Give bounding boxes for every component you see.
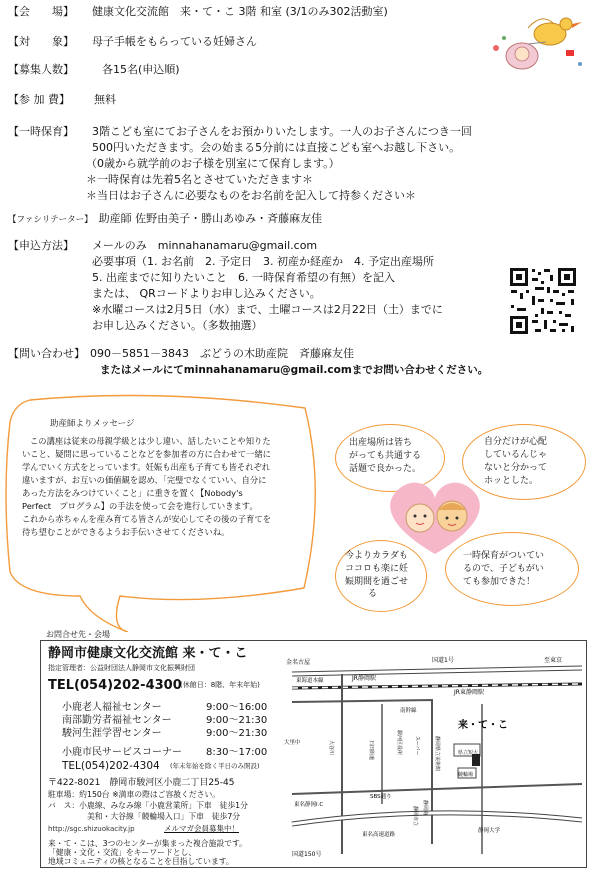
map-label: 至東京 xyxy=(544,657,563,664)
capacity-value: 各15名(申込順) xyxy=(102,63,180,76)
fee-value: 無料 xyxy=(94,93,116,106)
venue-label: 【会 場】 xyxy=(8,5,74,18)
map-label: 静岡県立美術館 xyxy=(434,736,440,772)
map-label: 駿河区役所 xyxy=(396,730,402,756)
childcare-line: 3階こども室にてお子さんをお預かりいたします。一人のお子さんにつき一回 xyxy=(92,125,472,138)
website-link[interactable]: http://sgc.shizuokacity.jp xyxy=(48,825,135,833)
application-label: 【申込方法】 xyxy=(8,239,74,252)
main-tel[interactable]: TEL(054)202-4300 xyxy=(48,678,182,693)
map-label: 国道150号 xyxy=(292,851,322,858)
map-label: 来・て・こ xyxy=(458,720,508,731)
childcare-line: （0歳から就学前のお子様を別室にて保育します。） xyxy=(86,157,340,170)
application-line: または、 QRコードよりお申し込みください。 xyxy=(92,287,321,300)
address: 〒422-8021 静岡市駿河区小鹿二丁目25-45 xyxy=(48,778,235,788)
application-line: メールのみ minnahanamaru@gmail.com xyxy=(92,239,318,252)
map-label: 静岡南 xyxy=(422,800,428,816)
capacity-row xyxy=(8,62,180,78)
fee-row xyxy=(8,92,116,108)
capacity-label: 【募集人数】 xyxy=(8,63,74,76)
map-label: JR静岡駅 xyxy=(352,675,376,682)
target-label: 【対 象】 xyxy=(8,35,74,48)
bus-line: バ ス：小鹿線、みなみ線「小鹿営業所」下車 徒歩1分 xyxy=(48,801,248,810)
manager: 指定管理者：公益財団法人静岡市文化振興財団 xyxy=(48,664,195,672)
map-label: 金名古屋 xyxy=(286,659,311,666)
inquiry-line1: 090－5851－3843 ぶどうの木助産院 斉藤麻友佳 xyxy=(90,347,354,360)
facility-hours: 9:00～21:30 xyxy=(206,715,268,726)
tel-note: (休館日：8階、年末年始) xyxy=(180,681,260,689)
service-tel[interactable]: TEL(054)202-4304 xyxy=(62,760,160,772)
voice-line: る xyxy=(368,589,378,599)
mailmag-link[interactable]: メルマガ会員募集中！ xyxy=(164,824,239,833)
map-label: 大谷川 xyxy=(328,740,334,756)
map-label: 南幹線 xyxy=(400,708,417,714)
map-label: 東名高速道路 xyxy=(362,832,396,838)
note-line: 地域コミュニティの核となることを目指しています。 xyxy=(48,857,234,866)
map-label: 国道1号 xyxy=(432,657,454,664)
venue-row xyxy=(8,4,388,20)
inquiry-row xyxy=(8,346,354,362)
voice-line: 娠期間を過ごせ xyxy=(345,577,409,587)
voice-line: ココロも楽に妊 xyxy=(345,564,409,574)
stork-baby-illustration xyxy=(488,8,588,74)
message-line: この講座は従来の母親学級とは少し違い、話したいことや知りた xyxy=(30,436,271,446)
map-label: スーパー xyxy=(414,736,420,756)
message-line: これから赤ちゃんを産み育てる皆さんが安心してその後の子育てを xyxy=(22,514,271,524)
voice-line: ないと分かって xyxy=(484,463,548,473)
map-label: 県立短大 xyxy=(458,750,479,756)
service-corner: 小鹿市民サービスコーナー xyxy=(62,747,182,758)
inquiry-line2: またはメールにてminnahanamaru@gmail.comまでお問い合わせください。 xyxy=(100,364,489,376)
application-line: 必要事項（1. お名前 2. 予定日 3. 初産か経産か 4. 予定出産場所 xyxy=(92,255,434,268)
facility-name: 静岡市健康文化交流館 来・て・こ xyxy=(48,646,248,661)
facilitator-value: 助産師 佐野由美子・勝山あゆみ・斉藤麻友佳 xyxy=(98,212,323,225)
application-line: ※水曜コースは2月5日（水）まで、土曜コースは2月22日（土）までに xyxy=(92,303,443,316)
application-line: 5. 出産までに知りたいこと 6. 一時保育希望の有無）を記入 xyxy=(92,271,395,284)
voice-line: るので、子どもがい xyxy=(463,564,544,574)
qr-code-icon[interactable] xyxy=(508,266,578,336)
bus-line: 美和・大谷線「競輪場入口」下車 徒歩7分 xyxy=(48,812,241,821)
map-label: 東名静岡I.C xyxy=(294,802,324,808)
voice-line: 一時保育がついてい xyxy=(463,551,545,561)
voice-line: 話題で良かった。 xyxy=(349,464,422,474)
facilitator-label: 【ファシリテーター】 xyxy=(8,215,93,225)
map-label: 石田街道 xyxy=(368,740,374,761)
message-line: いこと、疑問に思っていることなどを参加者の方に合わせて一緒に xyxy=(22,449,271,459)
note-line: 「健康・文化・交流」をキーワードとし、 xyxy=(48,848,197,857)
voice-line: ても参加できた！ xyxy=(463,577,536,587)
map-label: JR東静岡駅 xyxy=(454,689,484,696)
voice-line: 自分だけが心配 xyxy=(484,437,548,447)
footer-heading: お問合せ先・会場 xyxy=(46,630,110,639)
facilitator-row xyxy=(8,211,322,228)
message-line: 違いますが、お互いの価値観を認め、「完璧でなくていい、自分に xyxy=(22,475,267,485)
target-value: 母子手帳をもらっている妊婦さん xyxy=(92,35,257,48)
access-map xyxy=(282,644,582,864)
message-line: あった方法をみつけていくこと」に重きを置く【Nobody's xyxy=(22,488,243,498)
fee-label: 【参 加 費】 xyxy=(8,93,70,106)
facility-item: 駿河生涯学習センター xyxy=(62,728,162,739)
facility-hours: 9:00～21:30 xyxy=(206,728,268,739)
map-label: 競輪場 xyxy=(458,772,474,778)
message-line: 待ち望むことができるようお手伝いさせてくださいね。 xyxy=(22,527,230,537)
map-label: 東海道本線 xyxy=(296,678,324,684)
voice-line: 出産場所は皆ち xyxy=(349,438,413,448)
voice-line: 今よりカラダも xyxy=(345,551,408,561)
inquiry-label: 【問い合わせ】 xyxy=(8,347,85,360)
voice-line: しているんじゃ xyxy=(484,450,548,460)
voice-line: がっても共通する xyxy=(349,451,422,461)
childcare-line: 500円いただきます。会の始まる5分前には直接こども室へお越し下さい。 xyxy=(92,141,461,154)
application-line: お申し込みください。（多数抽選） xyxy=(92,319,263,332)
map-label: 大里中 xyxy=(284,740,301,746)
childcare-line: ＊当日はお子さんに必要なものをお名前を記入して持参ください＊ xyxy=(86,189,416,202)
message-line: 学んでいく方式をとっています。妊娠も出産も子育ても皆それぞれ xyxy=(22,462,271,472)
map-label: SBS通り xyxy=(370,794,392,800)
parking: 駐車場：約150台 ※満車の際はご容赦ください。 xyxy=(48,790,221,799)
target-row xyxy=(8,34,257,50)
childcare-label: 【一時保育】 xyxy=(8,125,74,138)
note-line: 来・て・こは、3つのセンターが集まった複合施設です。 xyxy=(48,839,247,848)
service-tel-note: (年末年始を除く平日のみ開設) xyxy=(170,762,260,770)
map-label: 静岡大学 xyxy=(478,828,501,834)
message-line: Perfect プログラム】の手法を使って会を進行していきます。 xyxy=(22,501,258,511)
childcare-line: ＊一時保育は先着5名とさせていただきます＊ xyxy=(86,173,313,186)
map-label: 静岡市立 xyxy=(412,806,418,827)
facility-hours: 9:00～16:00 xyxy=(206,702,268,713)
venue-value: 健康文化交流館 来・て・こ 3階 和室 (3/1のみ302活動室) xyxy=(92,5,388,18)
message-title: 助産師よりメッセージ xyxy=(50,419,135,429)
facility-item: 小鹿老人福祉センター xyxy=(62,702,162,713)
service-corner-hours: 8:30～17:00 xyxy=(206,747,268,758)
voice-line: ホッとした。 xyxy=(484,476,539,486)
facility-item: 南部勤労者福祉センター xyxy=(62,715,172,726)
